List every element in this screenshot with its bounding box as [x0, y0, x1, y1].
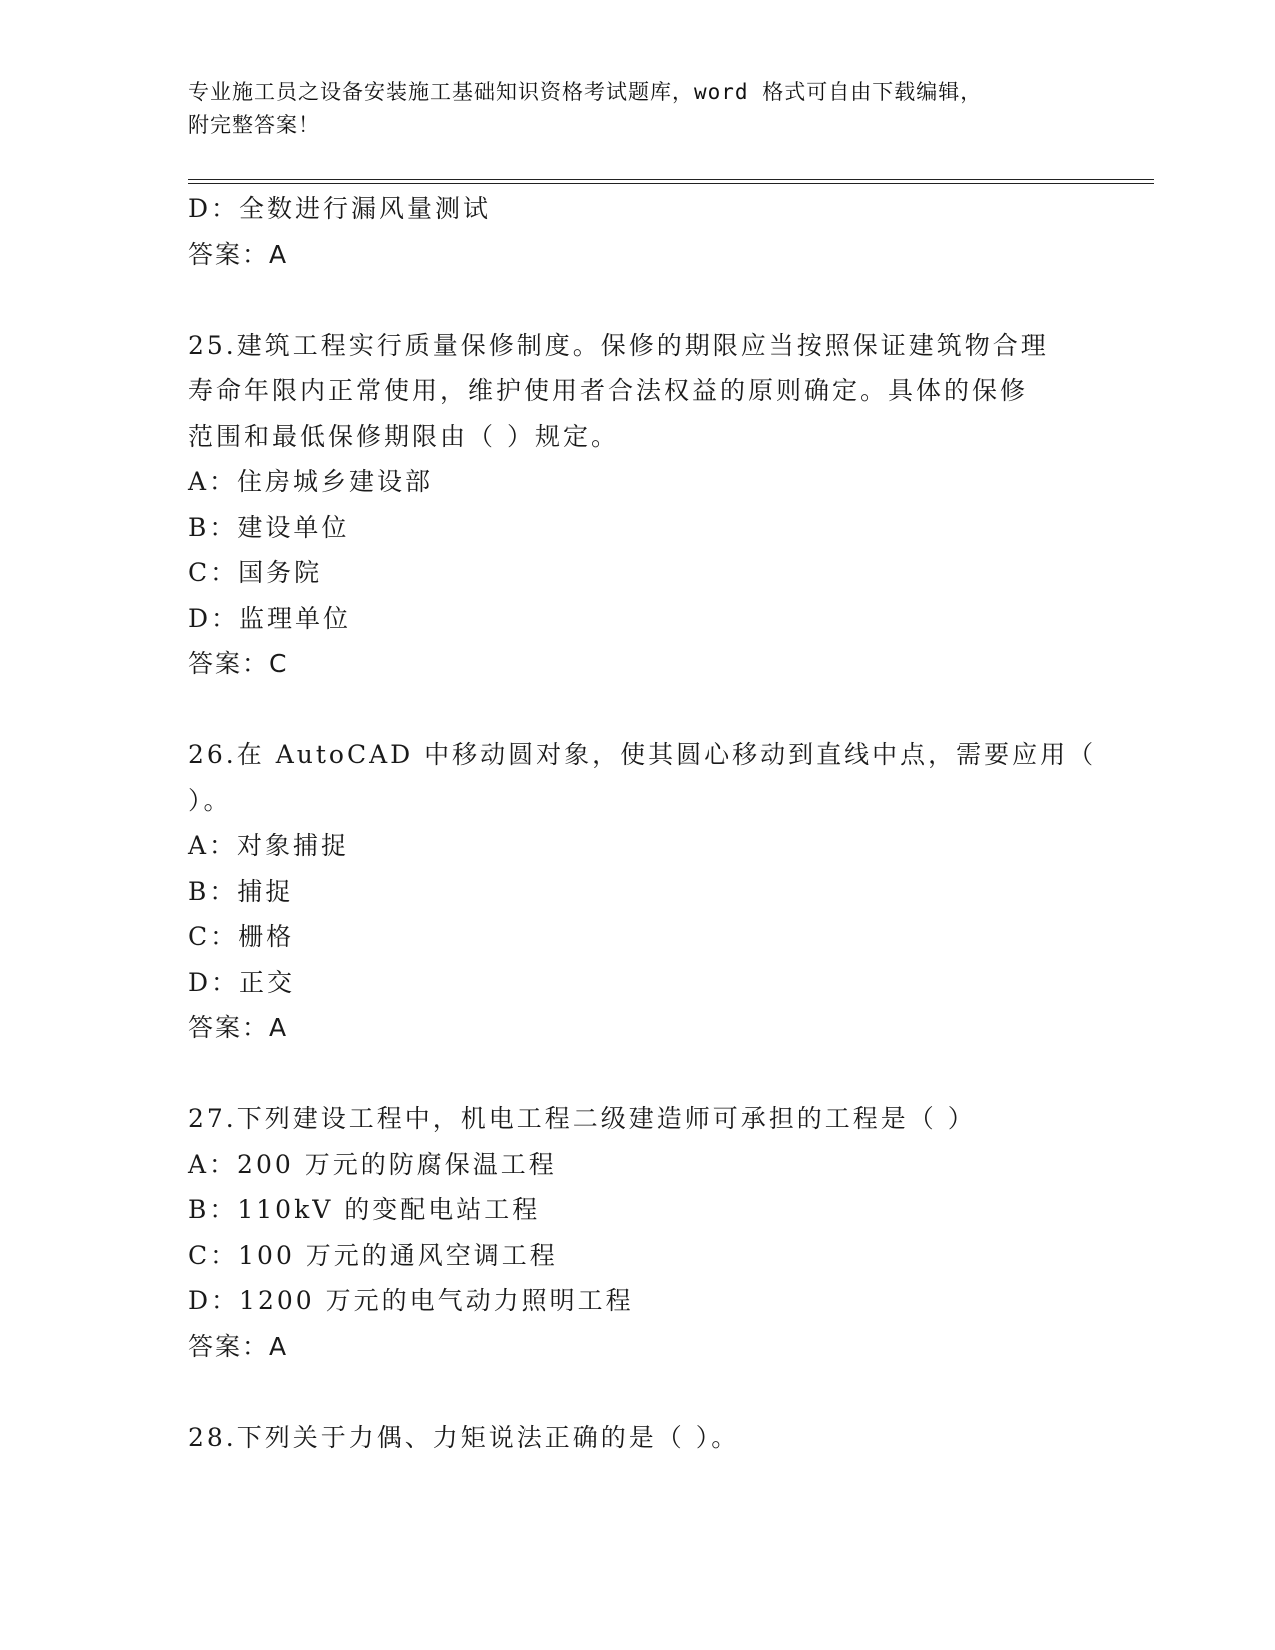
option-d: D：监理单位 [188, 603, 352, 633]
option-d: D：正交 [188, 967, 296, 997]
option-a: A：住房城乡建设部 [188, 467, 434, 496]
spacer [188, 687, 1088, 733]
question-content [188, 186, 1097, 1460]
spacer [188, 1051, 1088, 1097]
prev-option-d: D：全数进行漏风量测试 [188, 194, 492, 223]
option-c: C：100 万元的通风空调工程 [188, 1240, 558, 1270]
option-c: C：栅格 [188, 922, 295, 951]
question-text-line: 26.在 AutoCAD 中移动圆对象，使其圆心移动到直线中点，需要应用（ [188, 740, 1097, 769]
question-text-line: 28.下列关于力偶、力矩说法正确的是（ ）。 [188, 1422, 740, 1452]
header-line-1: 专业施工员之设备安装施工基础知识资格考试题库，word 格式可自由下载编辑， [188, 80, 983, 104]
answer: 答案：A [188, 1013, 289, 1042]
spacer [188, 1369, 1088, 1415]
header-divider-top [188, 179, 1154, 180]
option-b: B：捕捉 [188, 876, 294, 906]
answer: 答案：C [188, 649, 289, 678]
prev-answer: 答案：A [188, 239, 289, 269]
question-text-line: 25.建筑工程实行质量保修制度。保修的期限应当按照保证建筑物合理 [188, 330, 1049, 360]
option-d: D：1200 万元的电气动力照明工程 [188, 1286, 634, 1315]
option-c: C：国务院 [188, 558, 323, 587]
option-a: A：对象捕捉 [188, 831, 350, 860]
option-a: A：200 万元的防腐保温工程 [188, 1149, 557, 1179]
question-text-line: 27.下列建设工程中，机电工程二级建造师可承担的工程是（ ） [188, 1104, 976, 1133]
question-text-line: 范围和最低保修期限由（ ）规定。 [188, 421, 619, 451]
option-b: B：110kV 的变配电站工程 [188, 1195, 541, 1224]
question-26 [188, 732, 1097, 1051]
question-25 [188, 323, 1088, 687]
header-line-2: 附完整答案！ [188, 113, 320, 137]
option-b: B：建设单位 [188, 512, 350, 542]
question-text-line: 寿命年限内正常使用，维护使用者合法权益的原则确定。具体的保修 [188, 376, 1029, 405]
question-text-line: ）。 [188, 785, 232, 815]
header-divider-bottom [188, 183, 1154, 184]
question-28 [188, 1415, 1088, 1461]
question-27 [188, 1096, 1088, 1369]
document-header [188, 76, 1068, 142]
spacer [188, 277, 1088, 323]
answer: 答案：A [188, 1331, 289, 1361]
